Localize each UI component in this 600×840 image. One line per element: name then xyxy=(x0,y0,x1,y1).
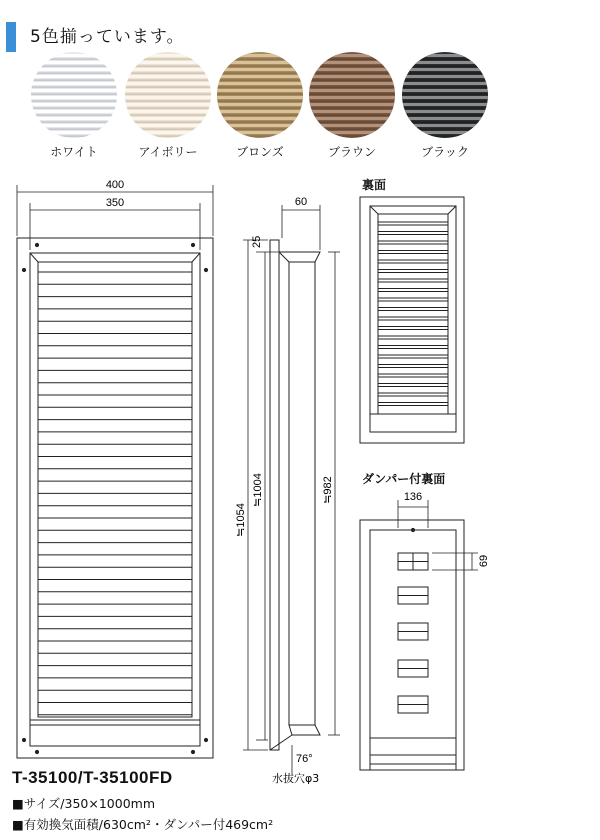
front-view xyxy=(17,238,213,758)
color-swatch-brown xyxy=(308,51,396,144)
side-height-inner: ≒1004 xyxy=(252,473,264,507)
side-top-offset: 25 xyxy=(251,235,263,248)
side-depth: 60 xyxy=(294,196,308,208)
damper-view-title: ダンパー付裏面 xyxy=(362,472,446,486)
back-view-title: 裏面 xyxy=(362,178,387,192)
swatch-label-bronze: ブロンズ xyxy=(236,145,284,159)
side-height-total: ≒1054 xyxy=(235,503,247,537)
damper-width: 136 xyxy=(403,491,423,503)
color-swatch-black xyxy=(401,51,489,144)
damper-height: 69 xyxy=(478,554,490,568)
side-height-slats: ≒982 xyxy=(322,476,334,504)
front-width-inner: 350 xyxy=(105,197,125,209)
color-swatch-ivory xyxy=(124,51,212,144)
vent-area-spec: ■有効換気面積/630cm²・ダンパー付469cm² xyxy=(12,817,274,832)
color-swatch-bronze xyxy=(216,51,304,144)
damper-back-view xyxy=(360,520,464,770)
color-heading: 5色揃っています。 xyxy=(30,27,185,47)
front-width-outer: 400 xyxy=(105,179,125,191)
color-swatch-white xyxy=(30,51,118,144)
swatch-label-brown: ブラウン xyxy=(327,145,376,159)
back-view xyxy=(360,197,464,443)
drain-hole-label: 水抜穴φ3 xyxy=(272,772,320,785)
swatch-label-black: ブラック xyxy=(421,145,469,159)
size-spec: ■サイズ/350×1000mm xyxy=(12,796,156,811)
swatch-label-ivory: アイボリー xyxy=(138,145,198,159)
side-view xyxy=(270,240,320,750)
model-number: T-35100/T-35100FD xyxy=(12,768,173,787)
swatch-label-white: ホワイト xyxy=(50,145,98,159)
color-swatches xyxy=(30,51,489,144)
side-angle: 76° xyxy=(296,753,313,765)
